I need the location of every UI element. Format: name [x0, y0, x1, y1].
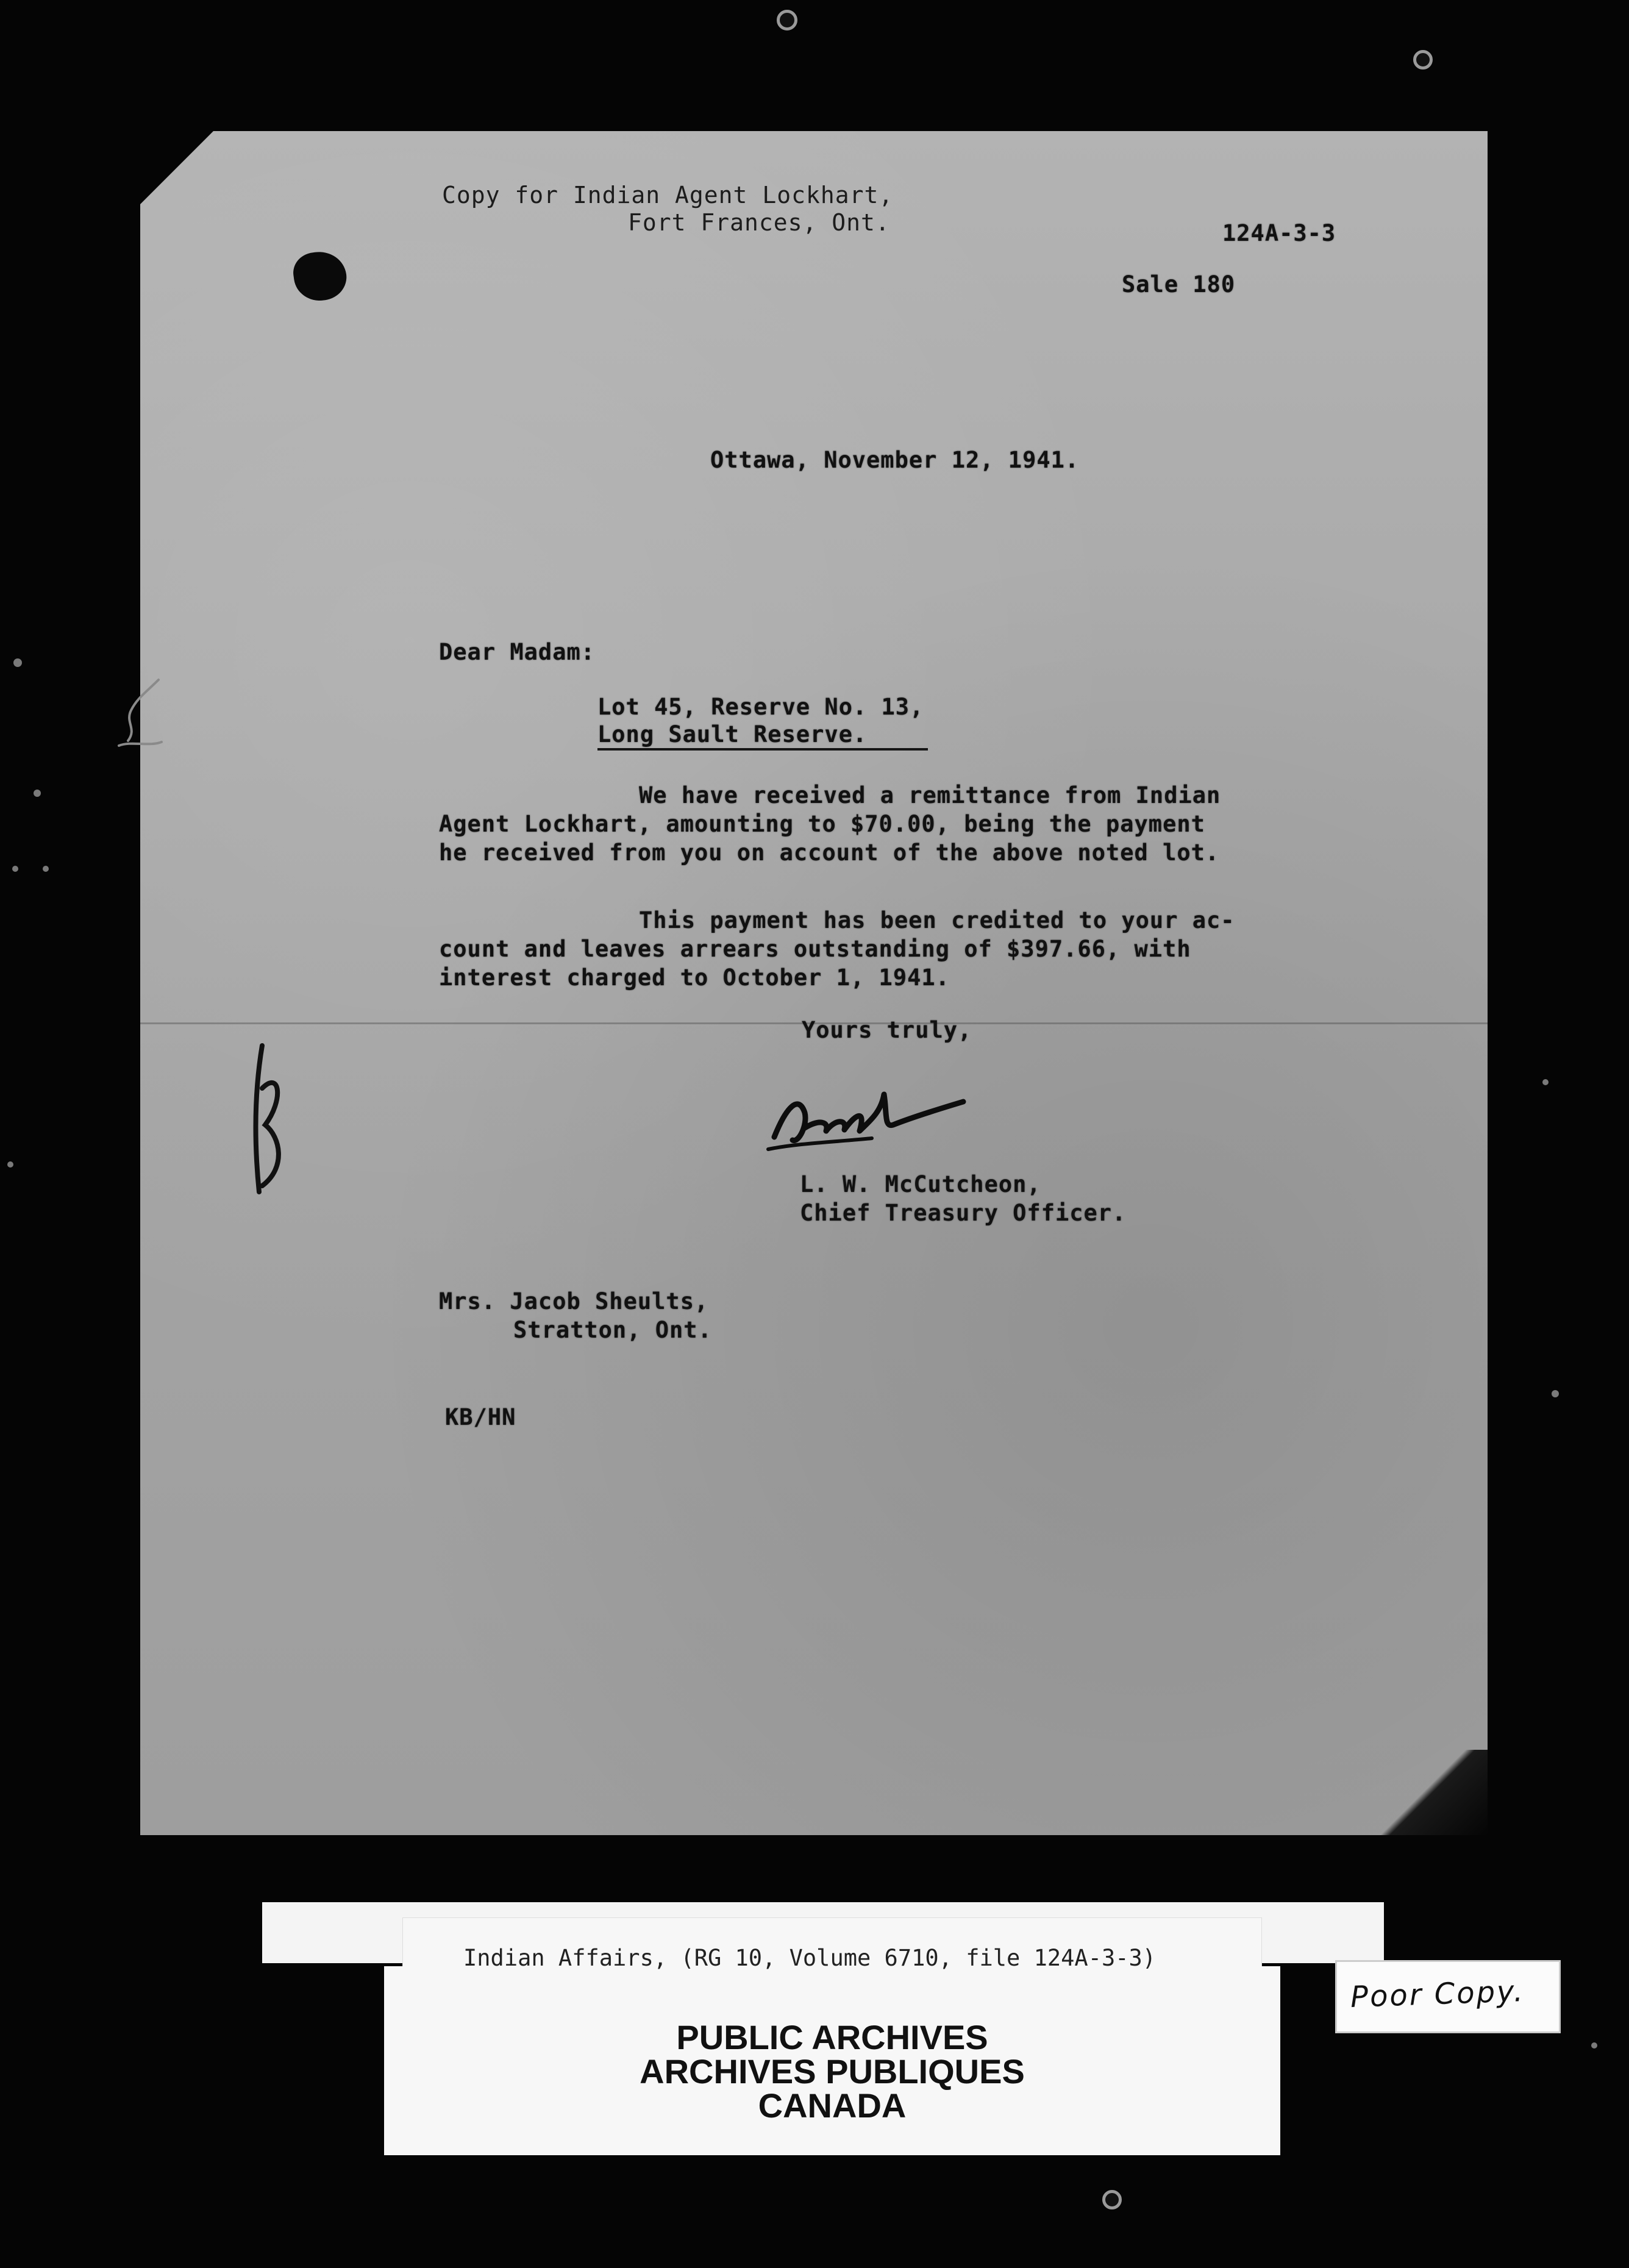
subject-line2: Long Sault Reserve.	[597, 722, 928, 751]
quality-note: Poor Copy.	[1350, 1974, 1525, 2014]
film-speck	[1542, 1079, 1549, 1085]
archive-name-french: ARCHIVES PUBLIQUES	[640, 2052, 1025, 2091]
sale-number: Sale 180	[1122, 271, 1236, 298]
film-speck	[13, 658, 22, 667]
paragraph2-line2: count and leaves arrears outstanding of $397.66, with	[439, 936, 1191, 962]
closing: Yours truly,	[802, 1017, 972, 1043]
film-ring-mark	[1413, 50, 1433, 70]
archive-name-english: PUBLIC ARCHIVES	[676, 2018, 988, 2056]
margin-pencil-mark	[238, 1033, 311, 1216]
film-speck	[7, 1161, 13, 1168]
dateline: Ottawa, November 12, 1941.	[710, 447, 1080, 473]
copy-note-line1: Copy for Indian Agent Lockhart,	[442, 182, 894, 209]
file-number: 124A-3-3	[1222, 220, 1336, 246]
paragraph2-line3: interest charged to October 1, 1941.	[439, 965, 950, 991]
film-ring-mark	[1102, 2190, 1122, 2209]
film-speck	[1591, 2042, 1597, 2049]
film-speck	[1552, 1390, 1559, 1397]
signer-name: L. W. McCutcheon,	[800, 1171, 1041, 1197]
recipient-line2: Stratton, Ont.	[513, 1317, 712, 1343]
salutation: Dear Madam:	[439, 639, 596, 665]
film-speck	[12, 866, 18, 872]
paragraph2-line1: This payment has been credited to your ac-	[639, 907, 1235, 933]
typist-initials: KB/HN	[445, 1404, 516, 1430]
paragraph1-line2: Agent Lockhart, amounting to $70.00, being the payment	[439, 811, 1205, 837]
letter-sheet	[140, 131, 1488, 1835]
subject-line1: Lot 45, Reserve No. 13,	[597, 694, 924, 720]
edge-scribble	[113, 674, 168, 753]
signer-title: Chief Treasury Officer.	[800, 1200, 1127, 1226]
punch-hole	[291, 248, 349, 304]
film-speck	[43, 866, 49, 872]
archive-reference: Indian Affairs, (RG 10, Volume 6710, file 124A-3-3)	[463, 1945, 1157, 1971]
film-speck	[34, 790, 41, 797]
paragraph1-line1: We have received a remittance from Indian	[639, 782, 1221, 808]
folded-corner	[140, 131, 213, 204]
archive-country: CANADA	[758, 2086, 907, 2125]
torn-corner	[1378, 1750, 1488, 1835]
paragraph1-line3: he received from you on account of the above noted lot.	[439, 840, 1220, 866]
recipient-line1: Mrs. Jacob Sheults,	[439, 1288, 709, 1314]
copy-note-line2: Fort Frances, Ont.	[628, 209, 890, 236]
film-ring-mark	[777, 10, 797, 30]
handwritten-signature	[762, 1070, 982, 1168]
